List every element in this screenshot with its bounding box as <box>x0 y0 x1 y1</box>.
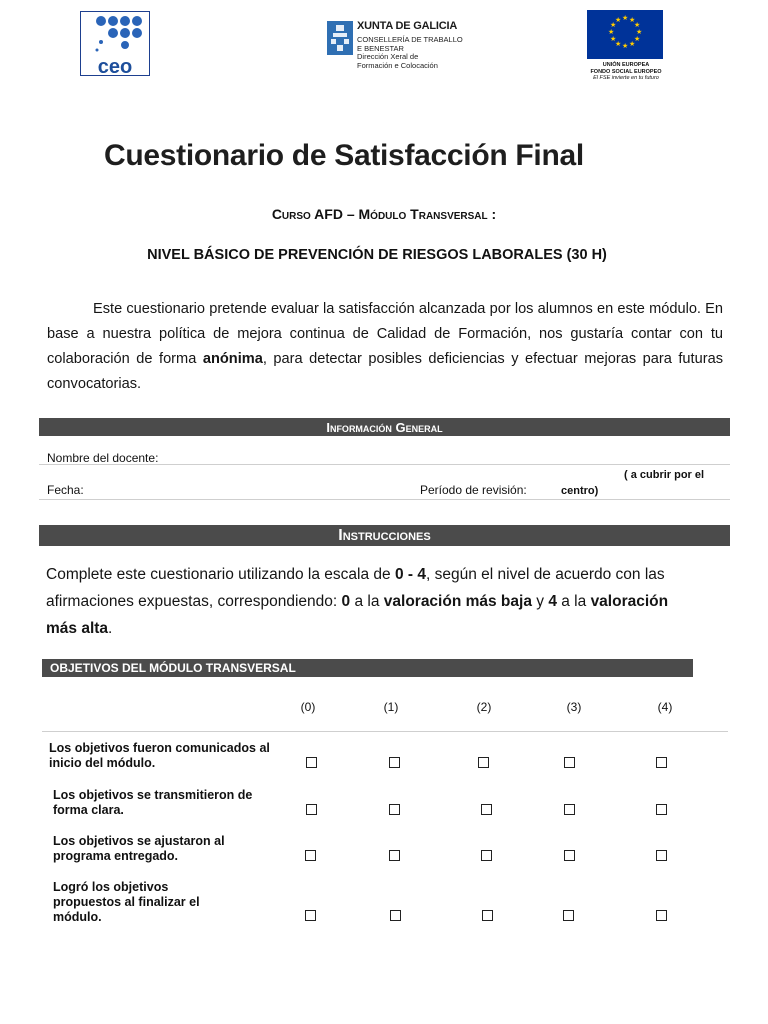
xunta-shield-icon <box>327 21 353 55</box>
svg-text:★: ★ <box>629 40 636 48</box>
svg-text:★: ★ <box>622 42 629 50</box>
objectives-header: OBJETIVOS DEL MÓDULO TRANSVERSAL <box>42 659 693 677</box>
q2-checkbox-0[interactable] <box>306 804 317 815</box>
q3-checkbox-2[interactable] <box>481 850 492 861</box>
xunta-title: XUNTA DE GALICIA <box>357 20 458 32</box>
scale-divider <box>42 731 728 732</box>
q3-checkbox-1[interactable] <box>389 850 400 861</box>
scale-label-4: (4) <box>657 700 673 714</box>
ceo-logo-text: ceo <box>97 56 133 78</box>
q3-checkbox-0[interactable] <box>305 850 316 861</box>
q1-checkbox-3[interactable] <box>564 757 575 768</box>
scale-label-1: (1) <box>383 700 399 714</box>
q4-checkbox-4[interactable] <box>656 910 667 921</box>
question-4: Logró los objetivos propuestos al finalizar el módulo. <box>53 880 200 924</box>
docente-label: Nombre del docente: <box>47 451 159 465</box>
svg-text:★: ★ <box>629 16 636 24</box>
ceo-logo <box>80 11 150 76</box>
q2-checkbox-3[interactable] <box>564 804 575 815</box>
fecha-line <box>39 499 730 500</box>
scale-label-3: (3) <box>566 700 582 714</box>
q2-checkbox-4[interactable] <box>656 804 667 815</box>
svg-text:★: ★ <box>636 28 643 36</box>
note-line1: ( a cubrir por el <box>624 469 705 481</box>
eu-flag-icon <box>587 10 663 59</box>
q1-checkbox-4[interactable] <box>656 757 667 768</box>
svg-text:★: ★ <box>634 35 641 43</box>
question-3: Los objetivos se ajustaron al programa entregado. <box>53 834 225 863</box>
periodo-label: Período de revisión: <box>420 483 527 497</box>
q1-checkbox-2[interactable] <box>478 757 489 768</box>
course-subtitle: Curso AFD – Módulo Transversal : <box>271 206 497 222</box>
instructions-header: Instrucciones <box>39 525 730 546</box>
q3-checkbox-3[interactable] <box>564 850 575 861</box>
intro-paragraph: Este cuestionario pretende evaluar la satisfacción alcanzada por los alumnos en este módulo. En base a nuestra política de mejora continua de Calidad de Formación, nos gustaría contar con tu colaboración de forma anónima, para detectar posibles deficiencias y efectuar mejoras para futuras convocatorias. <box>47 301 723 392</box>
question-1: Los objetivos fueron comunicados al inicio del módulo. <box>49 741 270 770</box>
fecha-label: Fecha: <box>47 483 84 497</box>
eu-caption: UNIÓN EUROPEA FONDO SOCIAL EUROPEO El FSE invierte en tu futuro <box>590 62 662 81</box>
scale-label-0: (0) <box>300 700 316 714</box>
q2-checkbox-1[interactable] <box>389 804 400 815</box>
svg-text:★: ★ <box>622 14 629 22</box>
page-title: Cuestionario de Satisfacción Final <box>104 139 584 172</box>
q4-checkbox-3[interactable] <box>563 910 574 921</box>
svg-text:★: ★ <box>610 21 617 29</box>
xunta-subtitle: CONSELLERÍA DE TRABALLO E BENESTAR Dirección Xeral de Formación e Colocación <box>357 35 463 70</box>
general-info-header: Información General <box>39 418 730 436</box>
q2-checkbox-2[interactable] <box>481 804 492 815</box>
svg-text:★: ★ <box>615 40 622 48</box>
q1-checkbox-1[interactable] <box>389 757 400 768</box>
xunta-logo <box>327 21 477 81</box>
svg-text:★: ★ <box>608 28 615 36</box>
course-level-title: NIVEL BÁSICO DE PREVENCIÓN DE RIESGOS LABORALES (30 H) <box>147 247 607 263</box>
q4-checkbox-0[interactable] <box>305 910 316 921</box>
svg-text:★: ★ <box>615 16 622 24</box>
question-2: Los objetivos se transmitieron de forma clara. <box>53 788 253 817</box>
q4-checkbox-2[interactable] <box>482 910 493 921</box>
ceo-dots-icon <box>81 12 151 62</box>
q4-checkbox-1[interactable] <box>390 910 401 921</box>
q1-checkbox-0[interactable] <box>306 757 317 768</box>
svg-text:★: ★ <box>610 35 617 43</box>
q3-checkbox-4[interactable] <box>656 850 667 861</box>
instructions-text: Complete este cuestionario utilizando la escala de 0 - 4, según el nivel de acuerdo con las afirmaciones expuestas, correspondiendo: 0 a la valoración más baja y 4 a la valoración más alta. <box>46 566 669 637</box>
eu-logo <box>587 10 665 80</box>
docente-line <box>39 464 730 465</box>
svg-text:★: ★ <box>634 21 641 29</box>
scale-label-2: (2) <box>476 700 492 714</box>
note-line2: centro) <box>561 485 599 497</box>
